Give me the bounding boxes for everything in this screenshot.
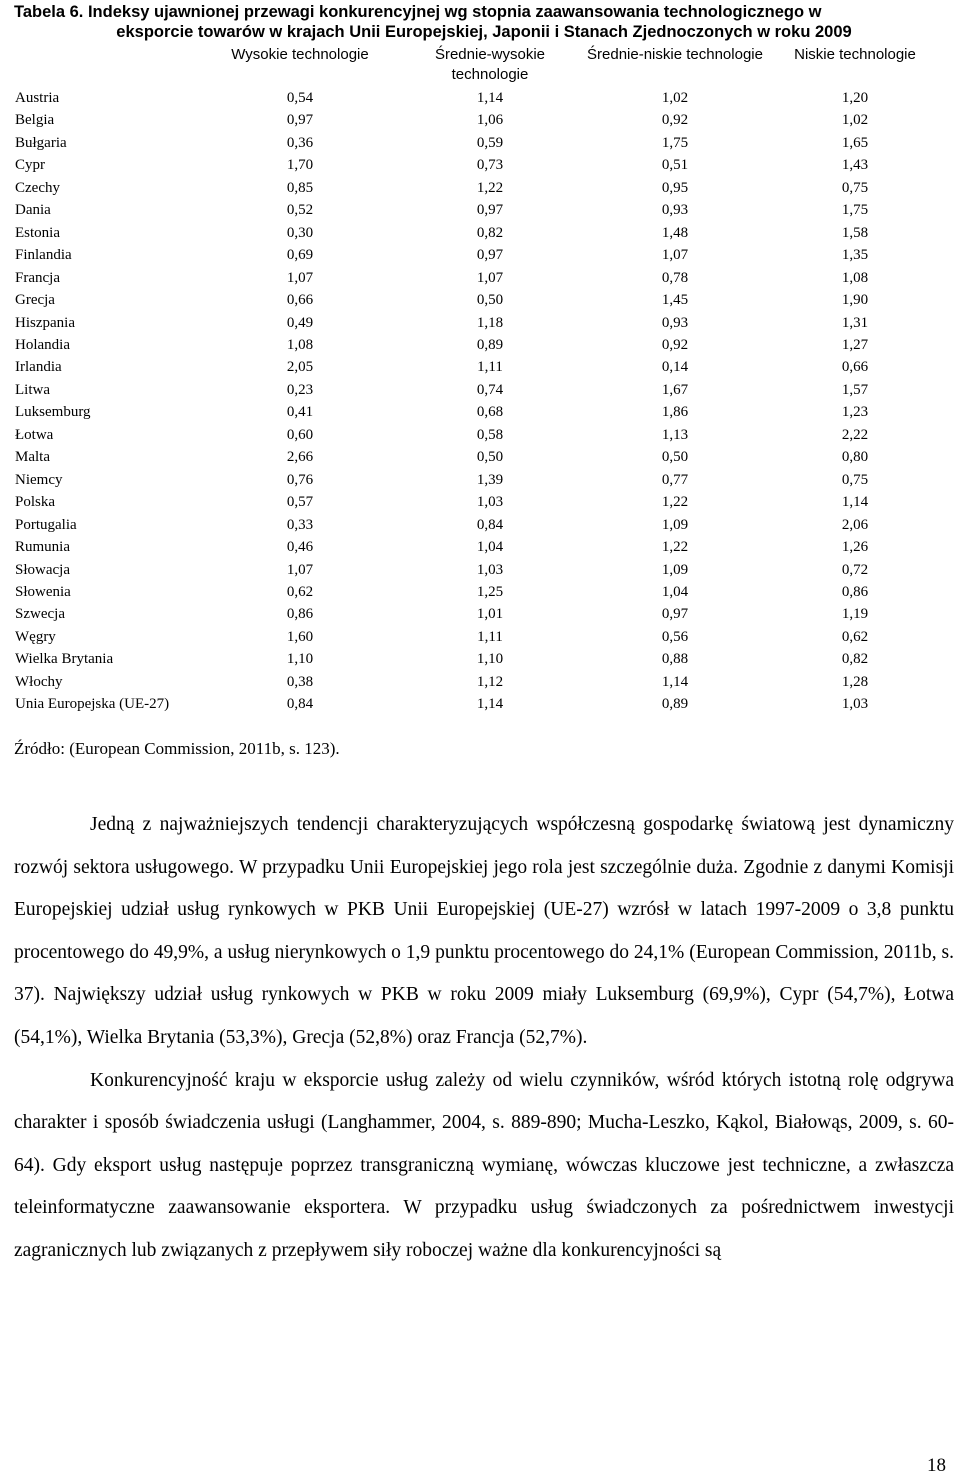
caption-line-1: Tabela 6. Indeksy ujawnionej przewagi konkurencyjnej wg stopnia zaawansowania technologicznego w <box>14 3 822 21</box>
table-row <box>10 379 945 401</box>
value-cell: 0,50 <box>661 449 689 466</box>
table-row <box>10 536 945 558</box>
value-cell: 0,33 <box>286 516 314 533</box>
country-cell: Dania <box>15 202 51 219</box>
value-cell: 0,74 <box>476 381 504 398</box>
table-row <box>10 87 945 109</box>
value-cell: 0,86 <box>841 583 869 600</box>
value-cell: 0,57 <box>286 494 314 511</box>
value-cell: 0,60 <box>286 426 314 443</box>
country-cell: Francja <box>15 269 60 286</box>
column-header: Wysokie technologie <box>231 46 369 63</box>
value-cell: 1,04 <box>476 539 504 556</box>
country-cell: Łotwa <box>15 426 54 443</box>
column-header <box>10 45 205 87</box>
value-cell: 0,38 <box>286 673 314 690</box>
value-cell: 1,22 <box>476 179 504 196</box>
table-header-row <box>10 45 945 87</box>
country-cell: Estonia <box>15 224 60 241</box>
country-cell: Wielka Brytania <box>15 651 114 668</box>
country-cell: Belgia <box>15 112 55 129</box>
value-cell: 1,03 <box>841 696 869 713</box>
country-cell: Finlandia <box>15 247 72 264</box>
value-cell: 0,84 <box>286 696 314 713</box>
value-cell: 1,20 <box>841 90 869 106</box>
value-cell: 0,66 <box>841 359 869 376</box>
value-cell: 0,50 <box>476 292 504 309</box>
value-cell: 0,36 <box>286 134 314 151</box>
value-cell: 1,14 <box>661 673 689 690</box>
value-cell: 0,78 <box>661 269 689 286</box>
value-cell: 0,92 <box>661 112 689 129</box>
value-cell: 0,97 <box>476 247 504 264</box>
value-cell: 1,10 <box>286 651 314 668</box>
value-cell: 0,97 <box>661 606 689 623</box>
value-cell: 0,58 <box>476 426 504 443</box>
country-cell: Unia Europejska (UE-27) <box>15 696 170 713</box>
table-row <box>10 334 945 356</box>
value-cell: 1,12 <box>476 673 504 690</box>
value-cell: 0,84 <box>476 516 504 533</box>
value-cell: 0,93 <box>661 202 689 219</box>
value-cell: 0,97 <box>286 112 314 129</box>
value-cell: 1,65 <box>841 134 869 151</box>
value-cell: 0,14 <box>661 359 689 376</box>
value-cell: 0,62 <box>841 628 869 645</box>
country-cell: Luksemburg <box>15 404 91 421</box>
table-row <box>10 222 945 244</box>
value-cell: 1,08 <box>286 336 314 353</box>
value-cell: 0,76 <box>286 471 314 488</box>
value-cell: 1,01 <box>476 606 504 623</box>
country-cell: Bułgaria <box>15 134 67 151</box>
value-cell: 1,27 <box>841 336 869 353</box>
column-header: Niskie technologie <box>794 46 916 63</box>
value-cell: 1,86 <box>661 404 689 421</box>
value-cell: 1,07 <box>476 269 504 286</box>
value-cell: 0,23 <box>286 381 314 398</box>
caption-line-2: eksporcie towarów w krajach Unii Europejskiej, Japonii i Stanach Zjednoczonych w roku 2009 <box>116 23 852 41</box>
table-row <box>10 109 945 131</box>
table-row <box>10 356 945 378</box>
value-cell: 0,46 <box>286 539 314 556</box>
data-table <box>10 45 945 733</box>
table-row <box>10 603 945 625</box>
value-cell: 1,07 <box>286 269 314 286</box>
value-cell: 2,22 <box>841 426 869 443</box>
value-cell: 0,92 <box>661 336 689 353</box>
value-cell: 1,07 <box>661 247 689 264</box>
country-cell: Malta <box>15 449 50 466</box>
value-cell: 0,54 <box>286 90 314 106</box>
source-note: Źródło: (European Commission, 2011b, s. 123). <box>14 739 340 758</box>
table-row <box>10 424 945 446</box>
value-cell: 0,75 <box>841 179 869 196</box>
value-cell: 1,35 <box>841 247 869 264</box>
table-row <box>10 559 945 581</box>
value-cell: 1,31 <box>841 314 869 331</box>
value-cell: 1,09 <box>661 561 689 578</box>
value-cell: 1,22 <box>661 539 689 556</box>
table-row <box>10 648 945 670</box>
value-cell: 1,14 <box>476 696 504 713</box>
value-cell: 1,14 <box>841 494 869 511</box>
table-row <box>10 401 945 423</box>
country-cell: Polska <box>15 494 56 511</box>
table-row <box>10 177 945 199</box>
value-cell: 1,67 <box>661 381 689 398</box>
value-cell: 1,58 <box>841 224 869 241</box>
table-row <box>10 514 945 536</box>
country-cell: Cypr <box>15 157 45 174</box>
country-cell: Rumunia <box>15 539 70 556</box>
country-cell: Litwa <box>15 381 50 398</box>
table-row <box>10 446 945 468</box>
value-cell: 2,06 <box>841 516 869 533</box>
value-cell: 0,41 <box>286 404 314 421</box>
value-cell: 0,86 <box>286 606 314 623</box>
country-cell: Szwecja <box>15 606 65 623</box>
value-cell: 0,30 <box>286 224 314 241</box>
value-cell: 0,82 <box>841 651 869 668</box>
body-text <box>14 804 954 1273</box>
country-cell: Austria <box>15 90 60 106</box>
value-cell: 0,75 <box>841 471 869 488</box>
table-row <box>10 244 945 266</box>
value-cell: 1,60 <box>286 628 314 645</box>
value-cell: 0,69 <box>286 247 314 264</box>
value-cell: 1,48 <box>661 224 689 241</box>
country-cell: Węgry <box>15 628 56 645</box>
value-cell: 1,57 <box>841 381 869 398</box>
value-cell: 0,62 <box>286 583 314 600</box>
table-body <box>10 87 945 733</box>
country-cell: Czechy <box>15 179 60 196</box>
table-row <box>10 693 945 733</box>
value-cell: 0,80 <box>841 449 869 466</box>
value-cell: 1,13 <box>661 426 689 443</box>
value-cell: 1,02 <box>661 90 689 106</box>
table-row <box>10 199 945 221</box>
value-cell: 1,07 <box>286 561 314 578</box>
value-cell: 1,11 <box>477 628 503 645</box>
country-cell: Włochy <box>15 673 63 690</box>
value-cell: 0,49 <box>286 314 314 331</box>
value-cell: 1,26 <box>841 539 869 556</box>
value-cell: 0,97 <box>476 202 504 219</box>
page-number: 18 <box>927 1455 946 1476</box>
value-cell: 1,23 <box>841 404 869 421</box>
table-row <box>10 289 945 311</box>
table-row <box>10 671 945 693</box>
value-cell: 1,18 <box>476 314 504 331</box>
value-cell: 0,59 <box>476 134 504 151</box>
value-cell: 0,85 <box>286 179 314 196</box>
value-cell: 0,66 <box>286 292 314 309</box>
value-cell: 0,82 <box>476 224 504 241</box>
country-cell: Słowacja <box>15 561 70 578</box>
country-cell: Holandia <box>15 336 70 353</box>
country-cell: Portugalia <box>15 516 77 533</box>
table-row <box>10 154 945 176</box>
table-row <box>10 267 945 289</box>
value-cell: 1,39 <box>476 471 504 488</box>
country-cell: Słowenia <box>15 583 71 600</box>
value-cell: 0,68 <box>476 404 504 421</box>
value-cell: 1,75 <box>661 134 689 151</box>
table-row <box>10 581 945 603</box>
value-cell: 1,02 <box>841 112 869 129</box>
value-cell: 0,93 <box>661 314 689 331</box>
country-cell: Hiszpania <box>15 314 75 331</box>
value-cell: 1,70 <box>286 157 314 174</box>
paragraph: Konkurencyjność kraju w eksporcie usług zależy od wielu czynników, wśród których istotną rolę odgrywa charakter i sposób świadczenia usługi (Langhammer, 2004, s. 889-890; Mucha-Leszko, Kąkol, Białowąs, 2009, s. 60-64). Gdy eksport usług następuje poprzez transgraniczną wymianę, wówczas kluczowe jest techniczne, a zwłaszcza teleinformatyczne zaawansowanie eksportera. W przypadku usług świadczonych za pośrednictwem inwestycji zagranicznych lub związanych z przepływem siły roboczej ważne dla konkurencyjności są <box>14 1069 954 1261</box>
value-cell: 0,56 <box>661 628 689 645</box>
value-cell: 0,89 <box>476 336 504 353</box>
value-cell: 0,95 <box>661 179 689 196</box>
value-cell: 0,50 <box>476 449 504 466</box>
value-cell: 1,25 <box>476 583 504 600</box>
table-row <box>10 469 945 491</box>
country-cell: Grecja <box>15 292 55 309</box>
table-row <box>10 491 945 513</box>
country-cell: Irlandia <box>15 359 62 376</box>
value-cell: 0,89 <box>661 696 689 713</box>
value-cell: 1,04 <box>661 583 689 600</box>
value-cell: 0,51 <box>661 157 689 174</box>
value-cell: 1,03 <box>476 561 504 578</box>
value-cell: 1,08 <box>841 269 869 286</box>
value-cell: 1,03 <box>476 494 504 511</box>
value-cell: 1,45 <box>661 292 689 309</box>
value-cell: 0,88 <box>661 651 689 668</box>
value-cell: 1,90 <box>841 292 869 309</box>
value-cell: 0,77 <box>661 471 689 488</box>
column-header: Średnie-niskie technologie <box>587 46 763 63</box>
column-header: Średnie-wysokie technologie <box>434 46 546 83</box>
value-cell: 1,75 <box>841 202 869 219</box>
value-cell: 2,05 <box>286 359 314 376</box>
country-cell: Niemcy <box>15 471 63 488</box>
table-row <box>10 312 945 334</box>
paragraph: Jedną z najważniejszych tendencji charakteryzujących współczesną gospodarkę światową jest dynamiczny rozwój sektora usługowego. W przypadku Unii Europejskiej jego rola jest szczególnie duża. Zgodnie z danymi Komisji Europejskiej udział usług rynkowych w PKB Unii Europejskiej (UE-27) wzrósł w latach 1997-2009 o 3,8 punktu procentowego do 49,9%, a usług nierynkowych o 1,9 punktu procentowego do 24,1% (European Commission, 2011b, s. 37). Największy udział usług rynkowych w PKB w roku 2009 miały Luksemburg (69,9%), Cypr (54,7%), Łotwa (54,1%), Wielka Brytania (53,3%), Grecja (52,8%) oraz Francja (52,7%). <box>14 814 954 1048</box>
value-cell: 0,72 <box>841 561 869 578</box>
value-cell: 1,06 <box>476 112 504 129</box>
value-cell: 0,73 <box>476 157 504 174</box>
value-cell: 1,14 <box>476 90 504 106</box>
table-caption <box>14 2 954 42</box>
value-cell: 1,19 <box>841 606 869 623</box>
value-cell: 1,28 <box>841 673 869 690</box>
value-cell: 0,52 <box>286 202 314 219</box>
value-cell: 2,66 <box>286 449 314 466</box>
value-cell: 1,09 <box>661 516 689 533</box>
value-cell: 1,43 <box>841 157 869 174</box>
table-row <box>10 626 945 648</box>
value-cell: 1,11 <box>477 359 503 376</box>
value-cell: 1,22 <box>661 494 689 511</box>
value-cell: 1,10 <box>476 651 504 668</box>
table-row <box>10 132 945 154</box>
